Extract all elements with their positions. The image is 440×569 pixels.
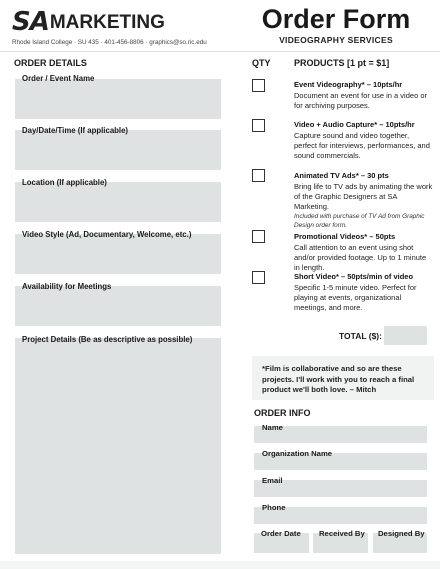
location-label: Location (If applicable): [22, 178, 107, 187]
product-title: Promotional Videos* – 50pts: [294, 232, 396, 241]
order-info-heading: ORDER INFO: [254, 408, 311, 418]
page-header: [0, 0, 440, 52]
received-by-label: Received By: [319, 529, 365, 538]
product-promotional-videos: [294, 232, 434, 273]
collaboration-note: *Film is collaborative and so are these projects. I'll work with you to reach a final product we'll both love. – Mitch: [262, 364, 415, 394]
availability-field[interactable]: [15, 286, 221, 326]
product-title: Event Videography* – 10pts/hr: [294, 80, 403, 89]
short-video-checkbox[interactable]: [252, 271, 265, 284]
product-desc: Capture sound and video together, perfect for interviews, performances, and sound commercials.: [294, 131, 430, 160]
sa-marketing-logo: [12, 6, 165, 36]
product-event-videography: [294, 80, 434, 111]
bottom-divider: [0, 561, 440, 569]
product-desc: Specific 1-5 minute video. Perfect for playing at events, organizational meetings, and more.: [294, 283, 417, 312]
page-subtitle: VIDEOGRAPHY SERVICES: [279, 35, 393, 45]
project-details-label: Project Details (Be as descriptive as possible): [22, 335, 193, 344]
product-title: Animated TV Ads* – 30 pts: [294, 171, 389, 180]
order-details-heading: ORDER DETAILS: [14, 58, 87, 68]
logo-sa: SA: [12, 7, 49, 37]
product-desc: Bring life to TV ads by animating the work of the Graphic Designers at SA Marketing.: [294, 182, 433, 211]
day-date-time-field[interactable]: [15, 130, 221, 170]
location-field[interactable]: [15, 182, 221, 222]
event-videography-checkbox[interactable]: [252, 79, 265, 92]
animated-tv-ads-checkbox[interactable]: [252, 169, 265, 182]
day-date-time-label: Day/Date/Time (If applicable): [22, 126, 129, 135]
contact-line: Rhode Island College · SU 435 · 401-456-8806 · graphics@so.ric.edu: [12, 39, 207, 46]
product-video-audio-capture: [294, 120, 434, 161]
product-note: Included with purchase of TV Ad from Graphic Design order form.: [294, 213, 425, 229]
qty-heading: QTY: [252, 58, 271, 68]
order-event-name-field[interactable]: [15, 79, 221, 119]
designed-by-label: Designed By: [378, 529, 425, 538]
email-label: Email: [262, 476, 283, 485]
product-animated-tv-ads: [294, 171, 434, 230]
product-title: Video + Audio Capture* – 10pts/hr: [294, 120, 415, 129]
page-title: Order Form: [261, 4, 411, 34]
order-event-name-label: Order / Event Name: [22, 74, 95, 83]
name-label: Name: [262, 423, 283, 432]
product-short-video: [294, 272, 434, 313]
organization-name-label: Organization Name: [262, 449, 333, 458]
total-label: TOTAL ($):: [339, 331, 382, 341]
product-desc: Document an event for use in a video or for archiving purposes.: [294, 91, 427, 110]
order-date-label: Order Date: [261, 529, 301, 538]
logo-marketing: MARKETING: [49, 12, 165, 33]
phone-label: Phone: [262, 503, 286, 512]
project-details-field[interactable]: [15, 338, 221, 554]
product-title: Short Video* – 50pts/min of video: [294, 272, 414, 281]
products-heading: PRODUCTS [1 pt = $1]: [294, 58, 390, 68]
total-field[interactable]: [384, 326, 427, 345]
video-style-field[interactable]: [15, 234, 221, 274]
promotional-videos-checkbox[interactable]: [252, 230, 265, 243]
video-audio-capture-checkbox[interactable]: [252, 119, 265, 132]
availability-label: Availability for Meetings: [22, 282, 112, 291]
video-style-label: Video Style (Ad, Documentary, Welcome, etc.): [22, 230, 192, 239]
product-desc: Call attention to an event using shot and/or provided footage. Up to 1 minute in length.: [294, 243, 427, 272]
